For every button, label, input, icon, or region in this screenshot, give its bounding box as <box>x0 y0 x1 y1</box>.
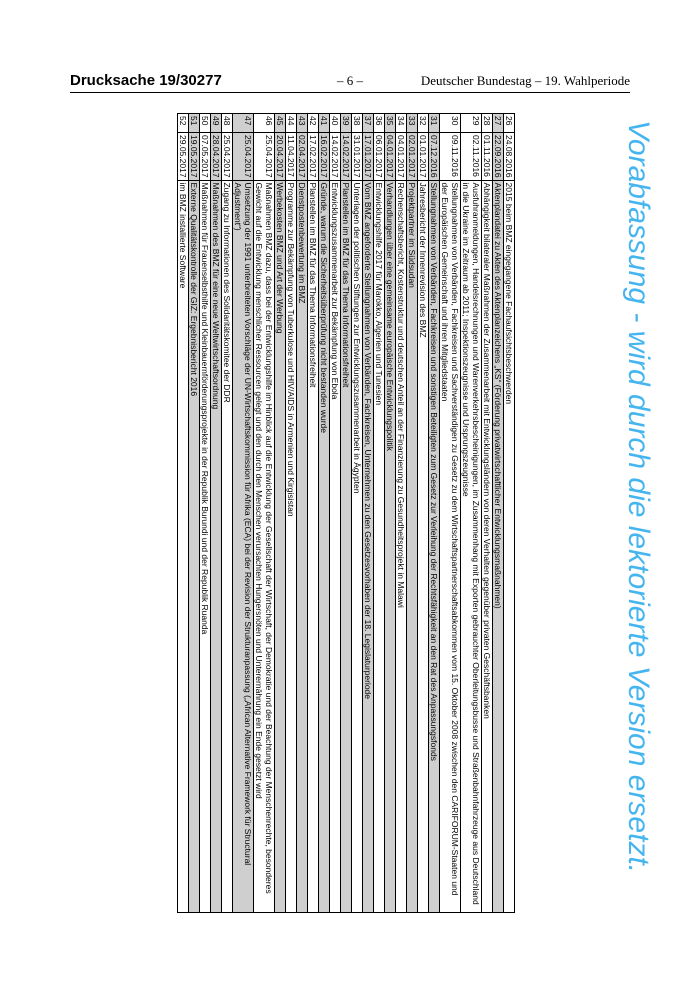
row-date: 07.05.2017 <box>200 133 211 181</box>
row-text: Externe Qualitätskontrolle der GIZ: Ergebnisbericht 2016 <box>189 180 200 912</box>
row-number: 26 <box>504 114 515 133</box>
row-number: 42 <box>308 114 319 133</box>
row-date: 02.01.2017 <box>407 133 418 181</box>
table-row <box>418 114 429 913</box>
requests-table <box>177 113 515 913</box>
row-number: 50 <box>200 114 211 133</box>
table-row <box>211 114 222 913</box>
row-date: 09.11.2016 <box>440 133 461 181</box>
row-date: 24.08.2016 <box>504 133 515 181</box>
row-text: Stellungnahmen von Verbänden, Fachkreisen und Sachverständigen zu Gesetz zu dem Wirtschaftspartnerschaftsabkommen vom 15. Oktober 2008 zwischen den CARIFORUM-Staaten und der Europäischen Gemeinschaft und ihren Mitgliedstaaten <box>440 180 461 912</box>
table-row <box>440 114 461 913</box>
row-number: 44 <box>286 114 297 133</box>
table-row <box>374 114 385 913</box>
page-header <box>70 70 630 92</box>
row-date: 25.04.2017 <box>254 133 275 181</box>
row-number: 51 <box>189 114 200 133</box>
publisher: Deutscher Bundestag – 19. Wahlperiode <box>420 73 630 88</box>
row-text: Zugang zu Informationen des Solidaritätskomitee der DDR <box>222 180 233 912</box>
table-row <box>254 114 275 913</box>
row-text: Entwicklungshilfe 2017 für Marokko, Algerien und Tunesien <box>374 180 385 912</box>
row-number: 43 <box>297 114 308 133</box>
row-text: Werbekosten BMZ und Art der Werbung <box>275 180 286 912</box>
row-number: 45 <box>275 114 286 133</box>
row-text: Maßnahmen BMZ dazu, dass bei der Entwicklungshilfe im Hinblick auf die Entwicklung der Gesellschaft der Wirtschaft, der Demokratie und der Beachtung der Menschenrechte, besonderes Gewicht auf die Entwicklung menschlicher Ressourcen gelegt und den durch den Menschen verursachten Hungersnöten und Unterernährung ein Ende gesetzt wird <box>254 180 275 912</box>
row-text: Verhandlungen über eine gemeinsame europäische Entwicklungspolitik <box>385 180 396 912</box>
table-row <box>178 114 189 913</box>
row-text: Umsetzung der 1991 unterbreiteten Vorschläge der UN-Wirtschaftskommission für Afrika (ECA) bei der Revision der Strukturanpassung („African Alternative Framework für Structural Adjustment“) <box>233 180 254 912</box>
row-number: 39 <box>341 114 352 133</box>
table-row <box>189 114 200 913</box>
row-number: 46 <box>254 114 275 133</box>
table-row <box>233 114 254 913</box>
table-row <box>363 114 374 913</box>
row-number: 47 <box>233 114 254 133</box>
row-number: 41 <box>319 114 330 133</box>
row-date: 25.04.2017 <box>233 133 254 181</box>
row-text: Maßnahmen des BMZ für eine neue Weltwirtschaftsordnung <box>211 180 222 912</box>
row-text: Entwicklungszusammenarbeit zur Bekämpfung von Ebola <box>330 180 341 912</box>
table-row <box>504 114 515 913</box>
row-text: Vom BMZ angeforderte Stellungnahmen von Verbänden, Fachkreisen, Unternehmen zu den Gesetzesvorhaben der 18. Legislaturperiode <box>363 180 374 912</box>
row-number: 28 <box>482 114 493 133</box>
row-date: 19.05.2017 <box>189 133 200 181</box>
row-date: 28.04.2017 <box>211 133 222 181</box>
row-date: 14.02.2017 <box>341 133 352 181</box>
table-row <box>461 114 482 913</box>
row-number: 31 <box>429 114 440 133</box>
row-date: 22.09.2016 <box>493 133 504 181</box>
row-text: Dienstpostenbewertung im BMZ <box>297 180 308 912</box>
table-row <box>482 114 493 913</box>
table-row <box>341 114 352 913</box>
row-date: 11.04.2017 <box>286 133 297 181</box>
row-text: im BMZ installierte Software <box>178 180 189 912</box>
row-date: 17.02.2017 <box>308 133 319 181</box>
row-date: 01.01.2017 <box>418 133 429 181</box>
row-text: Planstellen im BMZ für das Thema Informationsfreiheit <box>341 180 352 912</box>
table-row <box>396 114 407 913</box>
row-date: 17.01.2017 <box>363 133 374 181</box>
row-number: 49 <box>211 114 222 133</box>
row-number: 34 <box>396 114 407 133</box>
table-row <box>407 114 418 913</box>
page-number: – 6 – <box>337 73 363 88</box>
row-date: 02.04.2017 <box>297 133 308 181</box>
row-text: Gründe, warum die Sicherheitsüberprüfung nicht bestanden wurde <box>319 180 330 912</box>
row-date: 31.01.2017 <box>352 133 363 181</box>
row-date: 04.01.2017 <box>396 133 407 181</box>
table-row <box>222 114 233 913</box>
table-row <box>319 114 330 913</box>
row-number: 37 <box>363 114 374 133</box>
row-number: 38 <box>352 114 363 133</box>
table-row <box>493 114 504 913</box>
row-date: 25.04.2017 <box>222 133 233 181</box>
row-number: 40 <box>330 114 341 133</box>
table-row <box>330 114 341 913</box>
header-rule <box>70 92 630 93</box>
row-number: 33 <box>407 114 418 133</box>
table-row <box>200 114 211 913</box>
row-text: Programme zur Bekämpfung von Tuberkulose und HIV/AIDS in Armenien und Kirgisistan <box>286 180 297 912</box>
row-date: 29.05.2017 <box>178 133 189 181</box>
row-text: Aktenplandatei zu Akten des Aktenplanzeichens „KS“ (Förderung privatwirtschaftlicher Entwicklungsmaßnahmen) <box>493 180 504 912</box>
row-number: 32 <box>418 114 429 133</box>
table-body <box>178 114 515 913</box>
table-row <box>297 114 308 913</box>
row-text: Unterlagen der politischen Stiftungen zur Entwicklungszusammenarbeit in Ägypten <box>352 180 363 912</box>
row-number: 36 <box>374 114 385 133</box>
row-date: 01.11.2016 <box>482 133 493 181</box>
table-row <box>385 114 396 913</box>
row-number: 30 <box>440 114 461 133</box>
row-date: 14.02.2017 <box>330 133 341 181</box>
row-date: 02.11.2016 <box>461 133 482 181</box>
row-text: Stellungnahmen von Verbänden, Fachkreisen und sonstigen Beteiligten zum Gesetz zur Verleihung der Rechtsfähigkeit an den Rat des Anpassungsfonds <box>429 180 440 912</box>
row-text: 2015 beim BMZ eingegangene Fachaufsichtsbeschwerden <box>504 180 515 912</box>
table-row <box>429 114 440 913</box>
row-text: Ausfuhranmeldungen, Handelsrechnungen und Warenverkehrsbescheinigungen, im Zusammenhang mit Exporten gebrauchter Oberleitungsbusse und Straßenbahnfahrzeuge aus Deutschland in die Ukraine im Zeitraum ab 2011; Inspektionszeugnisse und Ursprungszeugnisse <box>461 180 482 912</box>
row-text: Maßnahmen für Frauenselbsthilfe und Kleinbauernförderungsprojekte in der Republik Burundi und der Republik Ruanda <box>200 180 211 912</box>
row-date: 07.12.2016 <box>429 133 440 181</box>
row-text: Abhängigkeit bilateraler Maßnahmen der Zusammenarbeit mit Entwicklungsländern von deren Verhalten gegenüber privaten Geschäftsbanken <box>482 180 493 912</box>
row-number: 27 <box>493 114 504 133</box>
row-date: 20.04.2017 <box>275 133 286 181</box>
row-text: Jahresbericht der Innenrevision des BMZ <box>418 180 429 912</box>
rotated-table-container <box>95 113 515 913</box>
row-date: 04.01.2017 <box>385 133 396 181</box>
row-number: 35 <box>385 114 396 133</box>
row-date: 06.01.2017 <box>374 133 385 181</box>
table-row <box>275 114 286 913</box>
row-number: 29 <box>461 114 482 133</box>
table-row <box>352 114 363 913</box>
table-row <box>308 114 319 913</box>
row-number: 48 <box>222 114 233 133</box>
row-text: Rechenschaftsbericht, Kostenstruktur und deutschen Anteil an der Finanzierung zu Gesundheitsprojekt in Malawi <box>396 180 407 912</box>
row-text: Projektpartner im Südsudan <box>407 180 418 912</box>
table-row <box>286 114 297 913</box>
row-number: 52 <box>178 114 189 133</box>
row-text: Planstellen im BMZ für das Thema Informationsfreiheit <box>308 180 319 912</box>
drucksache-label: Drucksache 19/30277 <box>70 72 222 89</box>
row-date: 16.02.2017 <box>319 133 330 181</box>
watermark-text: Vorabfassung - wird durch die lektorierte Version ersetzt. <box>622 120 655 874</box>
